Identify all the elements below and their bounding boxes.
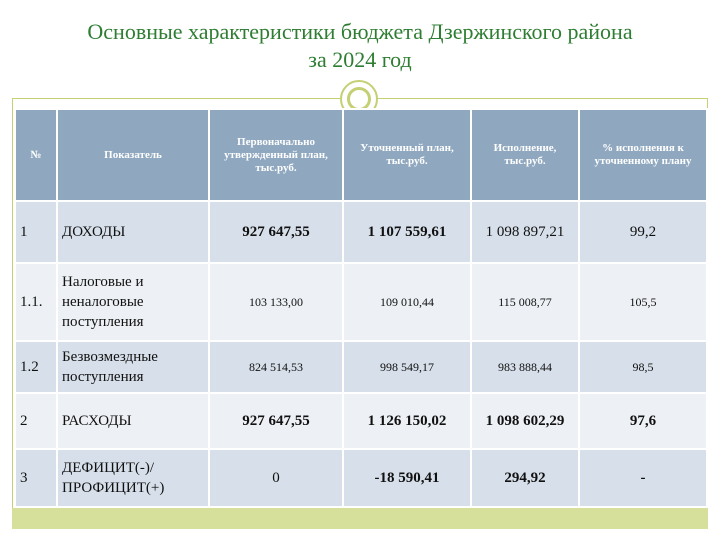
row-initial: 824 514,53 bbox=[209, 341, 343, 393]
row-execution: 983 888,44 bbox=[471, 341, 579, 393]
table-row bbox=[15, 393, 707, 449]
row-execution: 1 098 897,21 bbox=[471, 201, 579, 263]
row-initial: 927 647,55 bbox=[209, 393, 343, 449]
title-line-1: Основные характеристики бюджета Дзержинского района bbox=[87, 19, 633, 44]
row-execution: 294,92 bbox=[471, 449, 579, 507]
row-name: Безвозмездные поступления bbox=[57, 341, 209, 393]
row-initial: 927 647,55 bbox=[209, 201, 343, 263]
title-line-2: за 2024 год bbox=[308, 47, 412, 72]
budget-table bbox=[14, 108, 708, 508]
header-execution: Исполнение, тыс.руб. bbox=[471, 109, 579, 201]
table-row bbox=[15, 201, 707, 263]
row-revised: 109 010,44 bbox=[343, 263, 471, 341]
header-indicator: Показатель bbox=[57, 109, 209, 201]
footer-bar bbox=[12, 508, 708, 529]
row-percent: 98,5 bbox=[579, 341, 707, 393]
row-initial: 103 133,00 bbox=[209, 263, 343, 341]
row-percent: 99,2 bbox=[579, 201, 707, 263]
row-name: РАСХОДЫ bbox=[57, 393, 209, 449]
row-initial: 0 bbox=[209, 449, 343, 507]
row-execution: 1 098 602,29 bbox=[471, 393, 579, 449]
row-num: 2 bbox=[15, 393, 57, 449]
row-revised: 1 126 150,02 bbox=[343, 393, 471, 449]
row-revised: 998 549,17 bbox=[343, 341, 471, 393]
header-num: № bbox=[15, 109, 57, 201]
table-row bbox=[15, 341, 707, 393]
header-initial-plan: Первоначально утвержденный план, тыс.руб. bbox=[209, 109, 343, 201]
row-percent: 97,6 bbox=[579, 393, 707, 449]
row-revised: -18 590,41 bbox=[343, 449, 471, 507]
table-header-row bbox=[15, 109, 707, 201]
header-percent: % исполнения к уточненному плану bbox=[579, 109, 707, 201]
table-row bbox=[15, 449, 707, 507]
row-name: ДОХОДЫ bbox=[57, 201, 209, 263]
row-name: ДЕФИЦИТ(-)/ ПРОФИЦИТ(+) bbox=[57, 449, 209, 507]
row-percent: 105,5 bbox=[579, 263, 707, 341]
row-name: Налоговые и неналоговые поступления bbox=[57, 263, 209, 341]
page-title bbox=[0, 18, 720, 74]
row-num: 1 bbox=[15, 201, 57, 263]
row-num: 3 bbox=[15, 449, 57, 507]
row-num: 1.2 bbox=[15, 341, 57, 393]
row-num: 1.1. bbox=[15, 263, 57, 341]
table-row bbox=[15, 263, 707, 341]
row-revised: 1 107 559,61 bbox=[343, 201, 471, 263]
row-percent: - bbox=[579, 449, 707, 507]
row-execution: 115 008,77 bbox=[471, 263, 579, 341]
header-revised-plan: Уточненный план, тыс.руб. bbox=[343, 109, 471, 201]
